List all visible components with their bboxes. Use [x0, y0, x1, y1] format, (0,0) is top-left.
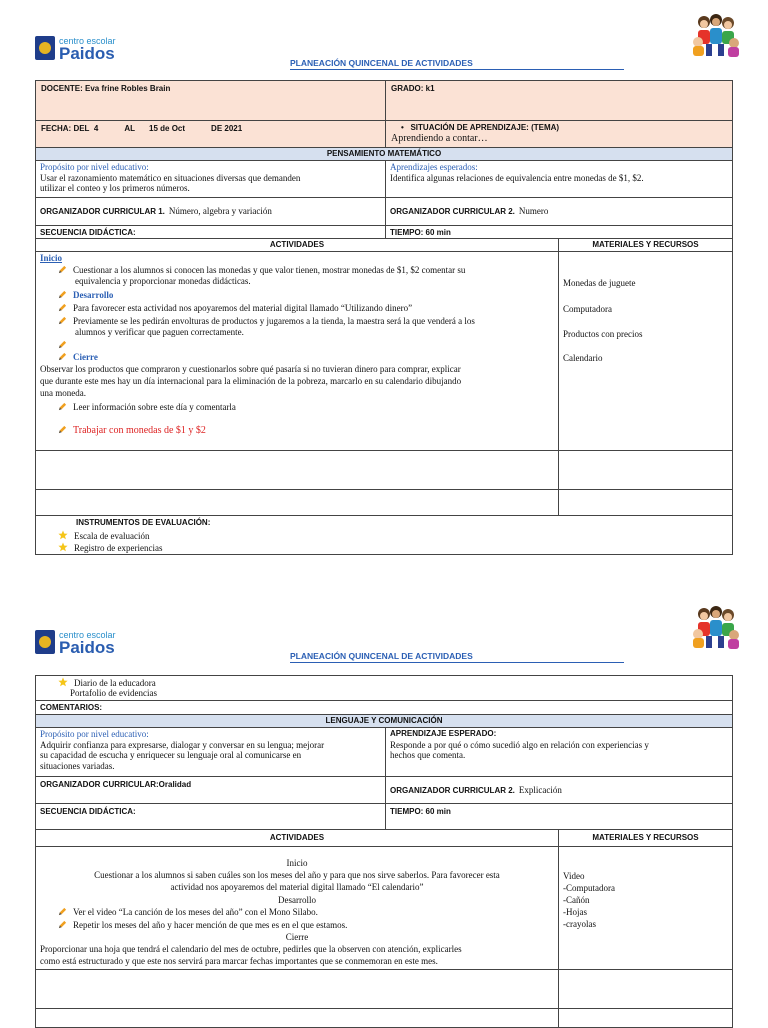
pencil-icon	[58, 340, 67, 349]
empty-cell	[558, 450, 733, 490]
desarrollo-heading: Desarrollo	[58, 290, 113, 301]
material-item: -crayolas	[563, 919, 596, 929]
pencil-icon	[58, 920, 67, 929]
pencil-icon	[58, 402, 67, 411]
material-item: -Hojas	[563, 907, 587, 917]
section-pensamiento: PENSAMIENTO MATEMÁTICO	[35, 147, 733, 161]
material-item: Monedas de juguete	[563, 278, 636, 288]
tiempo-cell: TIEMPO: 60 min	[385, 225, 733, 239]
materiales-body	[558, 846, 733, 970]
aprendizaje-cell: APRENDIZAJE ESPERADO: Responde a por qué o cómo sucedió algo en relación con experiencias y hechos que comenta.	[385, 727, 733, 777]
empty-cell	[35, 489, 559, 516]
pencil-bullet	[58, 340, 73, 351]
activity-1: Ver el video “La canción de los meses del año” con el Mono Silabo.	[58, 907, 318, 918]
material-item: -Computadora	[563, 883, 615, 893]
pencil-icon	[58, 352, 67, 361]
children-group-icon	[690, 12, 740, 60]
instrument-item: Diario de la educadora	[58, 677, 156, 689]
document-title: PLANEACIÓN QUINCENAL DE ACTIVIDADES	[290, 58, 624, 70]
instrument-item: Registro de experiencias	[58, 542, 162, 554]
aprendizajes-cell: Aprendizajes esperados: Identifica algunas relaciones de equivalencia entre monedas de $1, $2.	[385, 160, 733, 198]
children-group-icon	[690, 604, 740, 652]
instrument-item: Portafolio de evidencias	[70, 688, 157, 698]
actividades-body: Inicio Cuestionar a los alumnos si conocen las monedas y que valor tienen, mostrar monedas de $1, $2 comentar su equivalencia y proporcionar monedas didácticas. Desarrollo Para favorecer esta actividad nos apoyaremos del material digital llamado “Utilizando dinero” Previamente se les pedirán envolturas de productos y jugaremos a la tienda, la maestra será la que venderá a los alumnos y verificar que paguen correctamente. Cierre Observar los productos que compraron y cuestionarlos sobre qué pasaría si no tuvieran dinero para comprar, explicar que durante este mes hay un día internacional para la eliminación de la pobreza, marcarlo en su calendario dibujando una moneda. Leer información sobre este día y comentarla Trabajar con monedas de $1 y $2	[35, 251, 559, 451]
activity-5: Trabajar con monedas de $1 y $2	[58, 425, 206, 437]
pencil-icon	[58, 303, 67, 312]
cierre-heading: Cierre	[58, 352, 98, 363]
organizador-2-cell: ORGANIZADOR CURRICULAR 2. Numero	[385, 197, 733, 226]
materiales-body	[558, 251, 733, 451]
pencil-icon	[58, 316, 67, 325]
empty-cell	[35, 450, 559, 490]
organizador-1-cell: ORGANIZADOR CURRICULAR 1. Número, algebra y variación	[35, 197, 386, 226]
instrumentos-cell: INSTRUMENTOS DE EVALUACIÓN: Escala de evaluación Registro de experiencias	[35, 515, 733, 555]
empty-cell	[558, 1008, 733, 1028]
fecha-cell: FECHA: DEL 4 AL 15 de Oct DE 2021	[35, 120, 386, 148]
section-lenguaje: LENGUAJE Y COMUNICACIÓN	[35, 714, 733, 728]
proposito-cell: Propósito por nivel educativo: Adquirir confianza para expresarse, dialogar y conversar en su lengua; mejorar su capacidad de escucha y enriquecer su lenguaje oral al comunicarse en situaciones variadas.	[35, 727, 386, 777]
actividades-body: Inicio Cuestionar a los alumnos si saben cuáles son los meses del año y para que nos sirve saberlos. Para favorecer esta actividad nos apoyaremos del material digital llamado “El calendario” Desarrollo Ver el video “La canción de los meses del año” con el Mono Silabo. Repetir los meses del año y hacer mención de que mes es en el que estamos. Cierre Proporcionar una hoja que tendrá el calendario del mes de octubre, pedirles que la observen con atención, explicarles como está estructurado y que este nos servirá para marcar fechas importantes que se conmemoran en este mes.	[35, 846, 559, 970]
material-item: Productos con precios	[563, 329, 643, 339]
comentarios-cell: COMENTARIOS:	[35, 700, 733, 715]
instrument-item: Escala de evaluación	[58, 530, 149, 542]
tiempo-cell: TIEMPO: 60 min	[385, 803, 733, 830]
organizador-1-cell: ORGANIZADOR CURRICULAR:Oralidad	[35, 776, 386, 804]
empty-cell	[558, 489, 733, 516]
grado-cell: GRADO: k1	[385, 80, 733, 121]
proposito-cell: Propósito por nivel educativo: Usar el razonamiento matemático en situaciones diversas que demanden utilizar el conteo y los primeros números.	[35, 160, 386, 198]
school-seal-icon	[35, 630, 55, 654]
pencil-icon	[58, 265, 67, 274]
pencil-icon	[58, 290, 67, 299]
star-icon	[58, 530, 68, 540]
document-title: PLANEACIÓN QUINCENAL DE ACTIVIDADES	[290, 651, 624, 663]
empty-cell	[35, 969, 559, 1009]
star-icon	[58, 542, 68, 552]
actividades-header: ACTIVIDADES	[35, 829, 559, 847]
material-item: Computadora	[563, 304, 612, 314]
activity-3: Previamente se les pedirán envolturas de productos y jugaremos a la tienda, la maestra será la que venderá a los	[58, 316, 475, 327]
school-seal-icon	[35, 36, 55, 60]
page-2	[0, 590, 768, 1024]
secuencia-cell: SECUENCIA DIDÁCTICA:	[35, 225, 386, 239]
organizador-2-cell: ORGANIZADOR CURRICULAR 2. Explicación	[385, 776, 733, 804]
material-item: Calendario	[563, 353, 603, 363]
pencil-icon	[58, 907, 67, 916]
docente-cell: DOCENTE: Eva frine Robles Brain	[35, 80, 386, 121]
empty-cell	[35, 1008, 559, 1028]
material-item: -Cañón	[563, 895, 590, 905]
pencil-icon	[58, 425, 67, 434]
instrumentos-cont-cell	[35, 675, 733, 701]
activity-2: Repetir los meses del año y hacer mención de que mes es en el que estamos.	[58, 920, 347, 931]
secuencia-cell: SECUENCIA DIDÁCTICA:	[35, 803, 386, 830]
materiales-header: MATERIALES Y RECURSOS	[558, 238, 733, 252]
activity-4: Leer información sobre este día y comentarla	[58, 402, 236, 413]
materiales-header: MATERIALES Y RECURSOS	[558, 829, 733, 847]
school-logo: centro escolar Paidos	[35, 36, 115, 66]
material-item: Video	[563, 871, 585, 881]
school-logo: centro escolar Paidos	[35, 630, 115, 660]
actividades-header: ACTIVIDADES	[35, 238, 559, 252]
star-icon	[58, 677, 68, 687]
empty-cell	[558, 969, 733, 1009]
activity-1: Cuestionar a los alumnos si conocen las monedas y que valor tienen, mostrar monedas de $1, $2 comentar su	[58, 265, 465, 276]
activity-2: Para favorecer esta actividad nos apoyaremos del material digital llamado “Utilizando dinero”	[58, 303, 412, 314]
situacion-cell: • SITUACIÓN DE APRENDIZAJE: (TEMA) Aprendiendo a contar…	[385, 120, 733, 148]
